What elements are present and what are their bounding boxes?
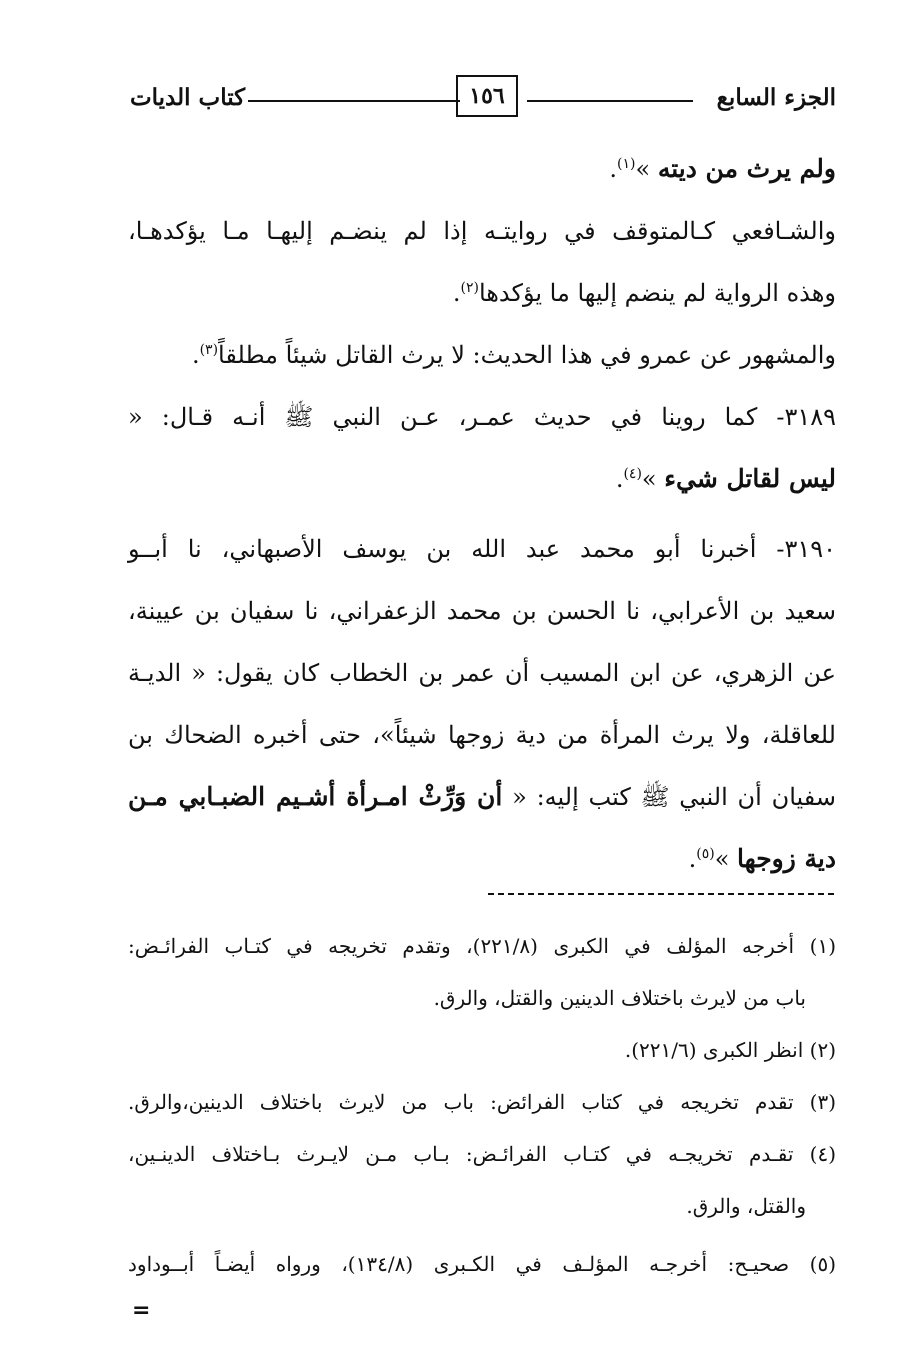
footnote-5: (٥) صحيـح: أخرجـه المؤلـف في الكـبرى (١٣٤/٨)، ورواه أيضـاً أبــوداود bbox=[128, 1252, 837, 1276]
text-line: للعاقلة، ولا يرث المرأة من دية زوجها شيئاً»، حتى أخبره الضحاك بن bbox=[128, 721, 836, 749]
text-line bbox=[128, 448, 836, 510]
hadith-quote: ليس لقاتل شيء bbox=[664, 464, 836, 493]
text-line bbox=[128, 828, 836, 890]
header-rule bbox=[248, 100, 460, 102]
hadith-quote: ولم يرث من ديته bbox=[657, 154, 836, 183]
text-line bbox=[128, 324, 836, 386]
header-book-title: كتاب الديات bbox=[130, 84, 246, 111]
footnote-ref: (٢) bbox=[460, 280, 479, 296]
text-line bbox=[128, 138, 836, 200]
text-line bbox=[128, 766, 836, 828]
footnote-4: (٤) تقـدم تخريجـه في كتـاب الفرائـض: بـاب مـن لايـرث بـاختلاف الدينـين، bbox=[128, 1142, 836, 1166]
footnote-4-cont: والقتل، والرق. bbox=[686, 1194, 806, 1218]
punct: . bbox=[609, 155, 618, 183]
line-text: سفيان أن النبي ﷺ كتب إليه: « bbox=[502, 783, 836, 811]
hadith-3189-start: ٣١٨٩- كما روينا في حديث عمـر، عـن النبي ﷺ أنـه قـال: « bbox=[128, 403, 836, 431]
footnote-1-cont: باب من لايرث باختلاف الدينين والقتل، والرق. bbox=[433, 986, 806, 1010]
quote-close: » bbox=[641, 465, 665, 493]
footnote-2: (٢) انظر الكبرى (٢٢١/٦). bbox=[624, 1038, 836, 1062]
line-text: وهذه الرواية لم ينضم إليها ما يؤكدها bbox=[478, 279, 836, 307]
footnote-1: (١) أخرجه المؤلف في الكبرى (٢٢١/٨)، وتقدم تخريجه في كتـاب الفرائـض: bbox=[128, 934, 836, 958]
text-line: عن الزهري، عن ابن المسيب أن عمر بن الخطاب كان يقول: « الديـة bbox=[128, 659, 836, 687]
quote-close: » bbox=[635, 155, 658, 183]
footnote-ref: (٣) bbox=[199, 342, 219, 358]
line-text: والمشهور عن عمرو في هذا الحديث: لا يرث القاتل شيئاً مطلقاً bbox=[218, 341, 836, 369]
text-line: سعيد بن الأعرابي، نا الحسن بن محمد الزعفراني، نا سفيان بن عيينة، bbox=[128, 597, 836, 625]
page-header bbox=[130, 78, 836, 122]
header-rule bbox=[527, 100, 693, 102]
punct: . bbox=[615, 465, 624, 493]
text-line bbox=[128, 262, 836, 324]
footnote-ref: (٤) bbox=[623, 466, 642, 482]
page-number: ١٥٦ bbox=[456, 75, 518, 117]
footnote-separator bbox=[488, 893, 834, 895]
punct: . bbox=[191, 341, 200, 369]
footnote-ref: (٥) bbox=[696, 846, 715, 862]
text-line: والشـافعي كـالمتوقف في روايتـه إذا لم ينضـم إليهـا مـا يؤكدهـا، bbox=[128, 217, 836, 245]
hadith-3190-start: ٣١٩٠- أخبرنا أبو محمد عبد الله بن يوسف الأصبهاني، نا أبــو bbox=[128, 535, 836, 563]
quote-close: » bbox=[714, 845, 738, 873]
continuation-mark: = bbox=[132, 1298, 151, 1323]
footnote-3: (٣) تقدم تخريجه في كتاب الفرائض: باب من لايرث باختلاف الدينين،والرق. bbox=[128, 1090, 836, 1114]
punct: . bbox=[452, 279, 461, 307]
footnote-ref: (١) bbox=[617, 156, 636, 172]
hadith-quote: دية زوجها bbox=[737, 844, 836, 873]
punct: . bbox=[688, 845, 697, 873]
hadith-quote: أن وَرِّثْ امـرأة أشـيم الضبـابي مـن bbox=[128, 782, 503, 811]
header-part-title: الجزء السابع bbox=[716, 84, 836, 111]
